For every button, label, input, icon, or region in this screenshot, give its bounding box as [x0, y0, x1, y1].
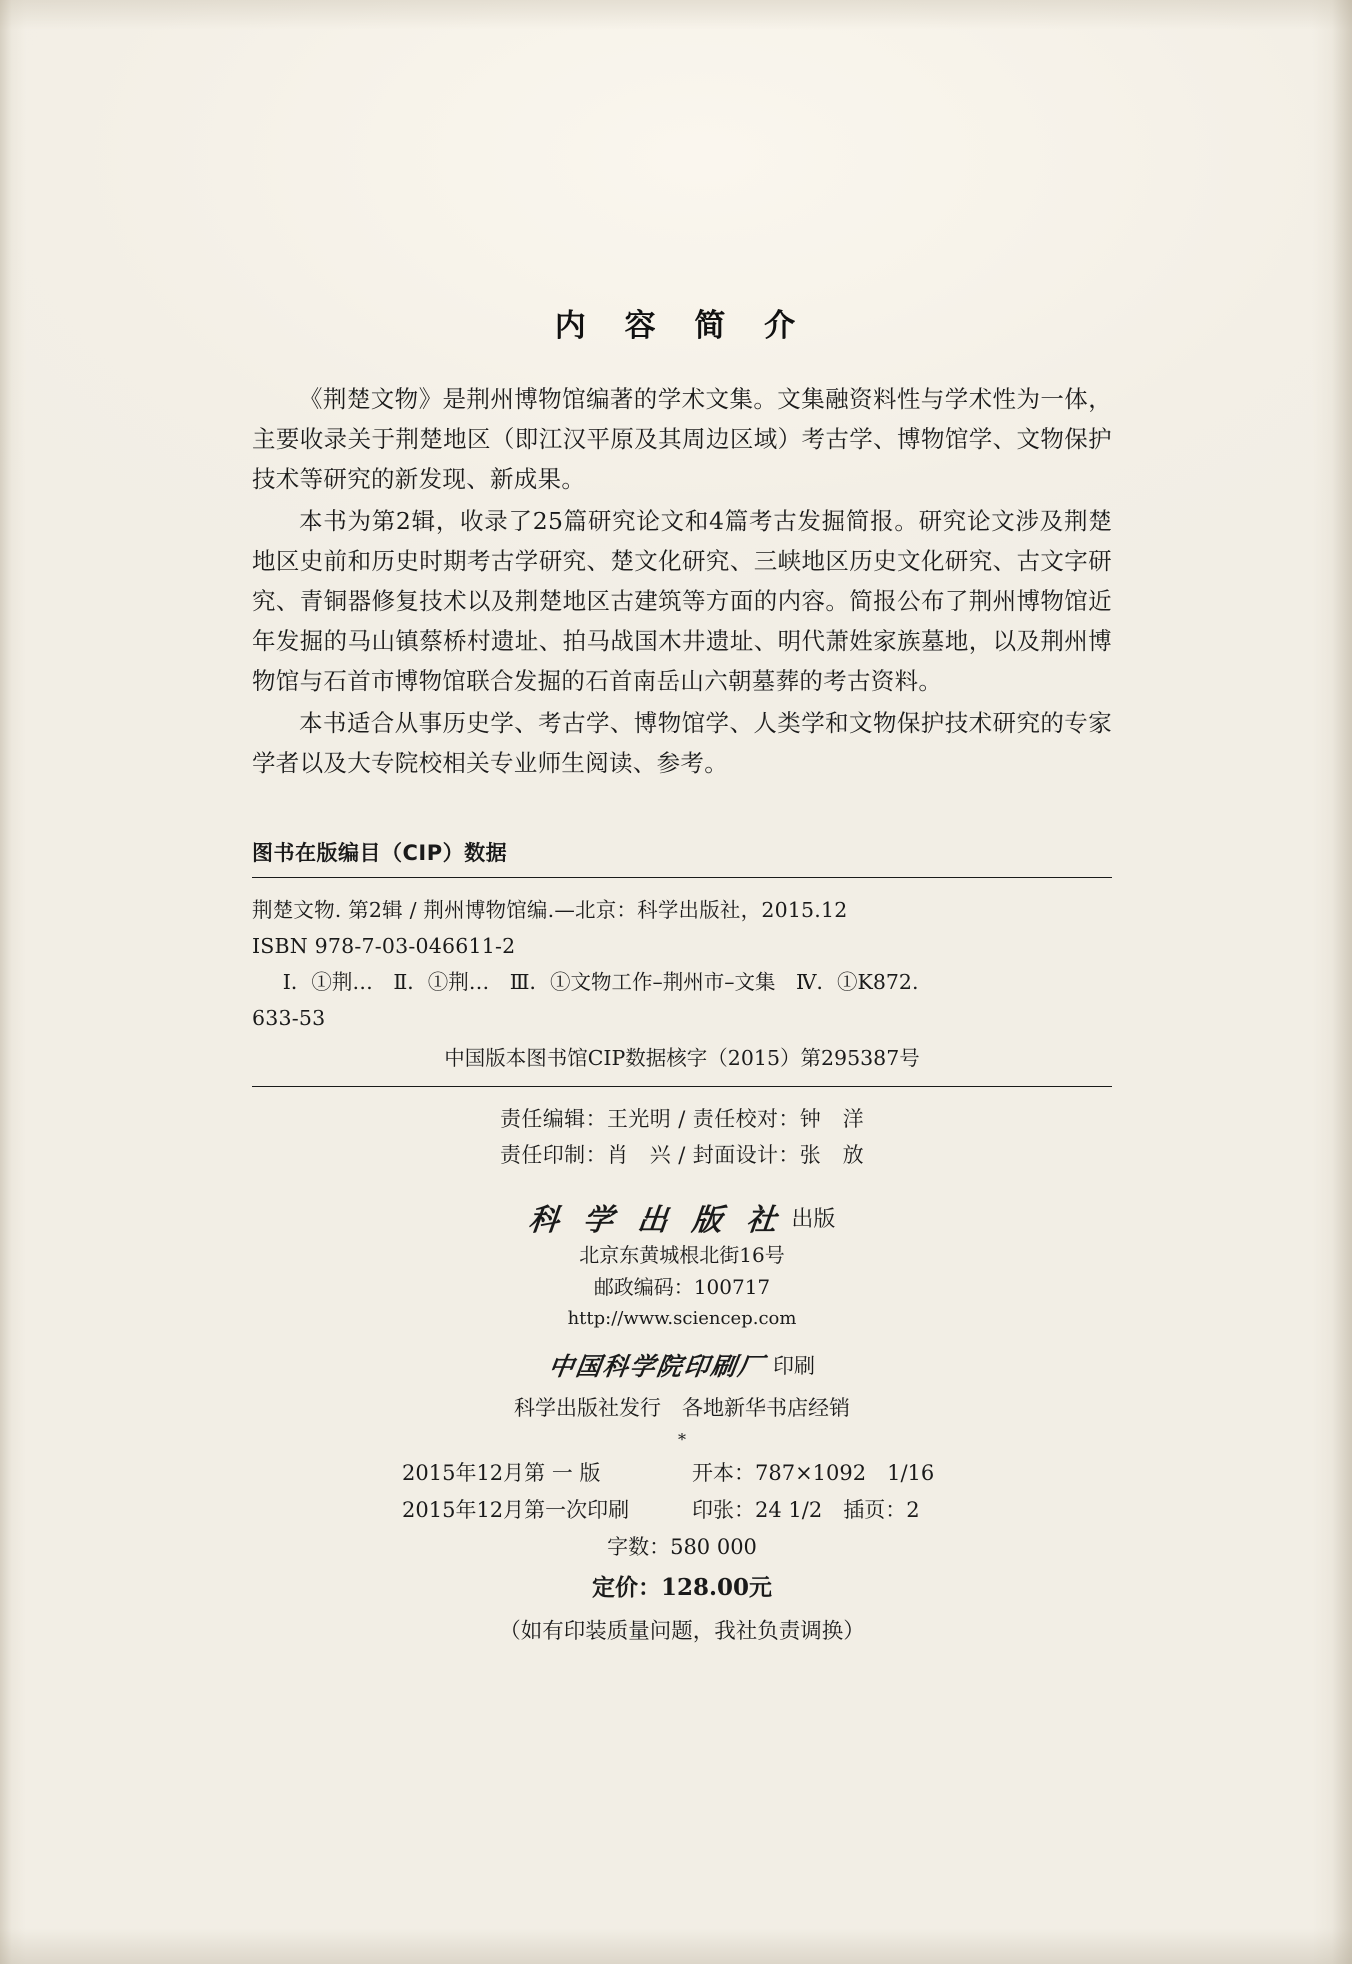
intro-paragraph-3: 本书适合从事历史学、考古学、博物馆学、人类学和文物保护技术研究的专家学者以及大专院校相关专业师生阅读、参考。	[252, 709, 1112, 777]
printer-suffix: 印刷	[773, 1354, 815, 1378]
cip-rule-top	[252, 877, 1112, 878]
spec-format: 开本：787×1092 1/16	[692, 1461, 935, 1485]
specs-block	[252, 1455, 1112, 1652]
spec-print-date: 2015年12月第一次印刷	[402, 1498, 630, 1522]
page-right-shadow	[1312, 0, 1352, 1964]
cip-isbn: ISBN 978-7-03-046611-2	[252, 934, 516, 958]
spec-row-edition	[252, 1455, 1112, 1492]
intro-paragraph-1: 《荆楚文物》是荆州博物馆编著的学术文集。文集融资料性与学术性为一体，主要收录关于荆楚地区（即江汉平原及其周边区域）考古学、博物馆学、文物保护技术等研究的新发现、新成果。	[252, 385, 1112, 493]
publisher-address: 北京东黄城根北街16号	[579, 1243, 785, 1267]
spec-row-print	[252, 1492, 1112, 1529]
page-top-shadow	[0, 0, 1352, 30]
page-left-shadow	[0, 0, 26, 1964]
publisher-url[interactable]: http://www.sciencep.com	[567, 1308, 797, 1329]
quality-note: （如有印装质量问题，我社负责调换）	[499, 1619, 865, 1644]
cip-classification-continued: 633-53	[252, 1006, 326, 1030]
publisher-line	[252, 1195, 1112, 1239]
price-line	[252, 1568, 1112, 1608]
spec-sheets: 印张：24 1/2 插页：2	[692, 1498, 920, 1522]
cip-title-line: 荆楚文物. 第2辑 / 荆州博物馆编.—北京：科学出版社，2015.12	[252, 898, 848, 922]
intro-paragraph-2: 本书为第2辑，收录了25篇研究论文和4篇考古发掘简报。研究论文涉及荆楚地区史前和历史时期考古学研究、楚文化研究、三峡地区历史文化研究、古文字研究、青铜器修复技术以及荆楚地区古建筑等方面的内容。简报公布了荆州博物馆近年发掘的马山镇蔡桥村遗址、拍马战国木井遗址、明代萧姓家族墓地，以及荆州博物馆与石首市博物馆联合发掘的石首南岳山六朝墓葬的考古资料。	[252, 507, 1112, 695]
publisher-logo: 科 学 出 版 社	[526, 1203, 785, 1238]
printer-logo: 中国科学院印刷厂	[546, 1352, 767, 1381]
publisher-suffix: 出版	[791, 1206, 836, 1232]
page-content	[252, 300, 1112, 1652]
credits-block	[252, 1101, 1112, 1173]
cip-classification: Ⅰ．①荆… Ⅱ．①荆… Ⅲ．①文物工作–荆州市–文集 Ⅳ．①K872.	[282, 970, 919, 994]
price-label: 定价：	[591, 1574, 661, 1601]
distribution-line: 科学出版社发行 各地新华书店经销	[514, 1396, 850, 1420]
publisher-postcode: 邮政编码：100717	[593, 1275, 771, 1299]
page-bottom-shadow	[0, 1928, 1352, 1964]
page-title: 内 容 简 介	[554, 308, 810, 344]
spec-word-count: 字数：580 000	[607, 1535, 757, 1559]
cip-rule-bottom	[252, 1086, 1112, 1087]
cip-heading: 图书在版编目（CIP）数据	[252, 841, 508, 865]
spec-edition: 2015年12月第 一 版	[402, 1461, 601, 1485]
cip-check-number: 中国版本图书馆CIP数据核字（2015）第295387号	[444, 1046, 920, 1070]
separator-asterisk: *	[678, 1430, 686, 1449]
credit-editor-line: 责任编辑：王光明 / 责任校对：钟 洋	[499, 1107, 865, 1131]
price-value: 128.00元	[660, 1574, 773, 1601]
credit-printer-line: 责任印制：肖 兴 / 封面设计：张 放	[499, 1143, 865, 1167]
cip-block	[252, 837, 1112, 1087]
printer-line	[252, 1347, 1112, 1383]
